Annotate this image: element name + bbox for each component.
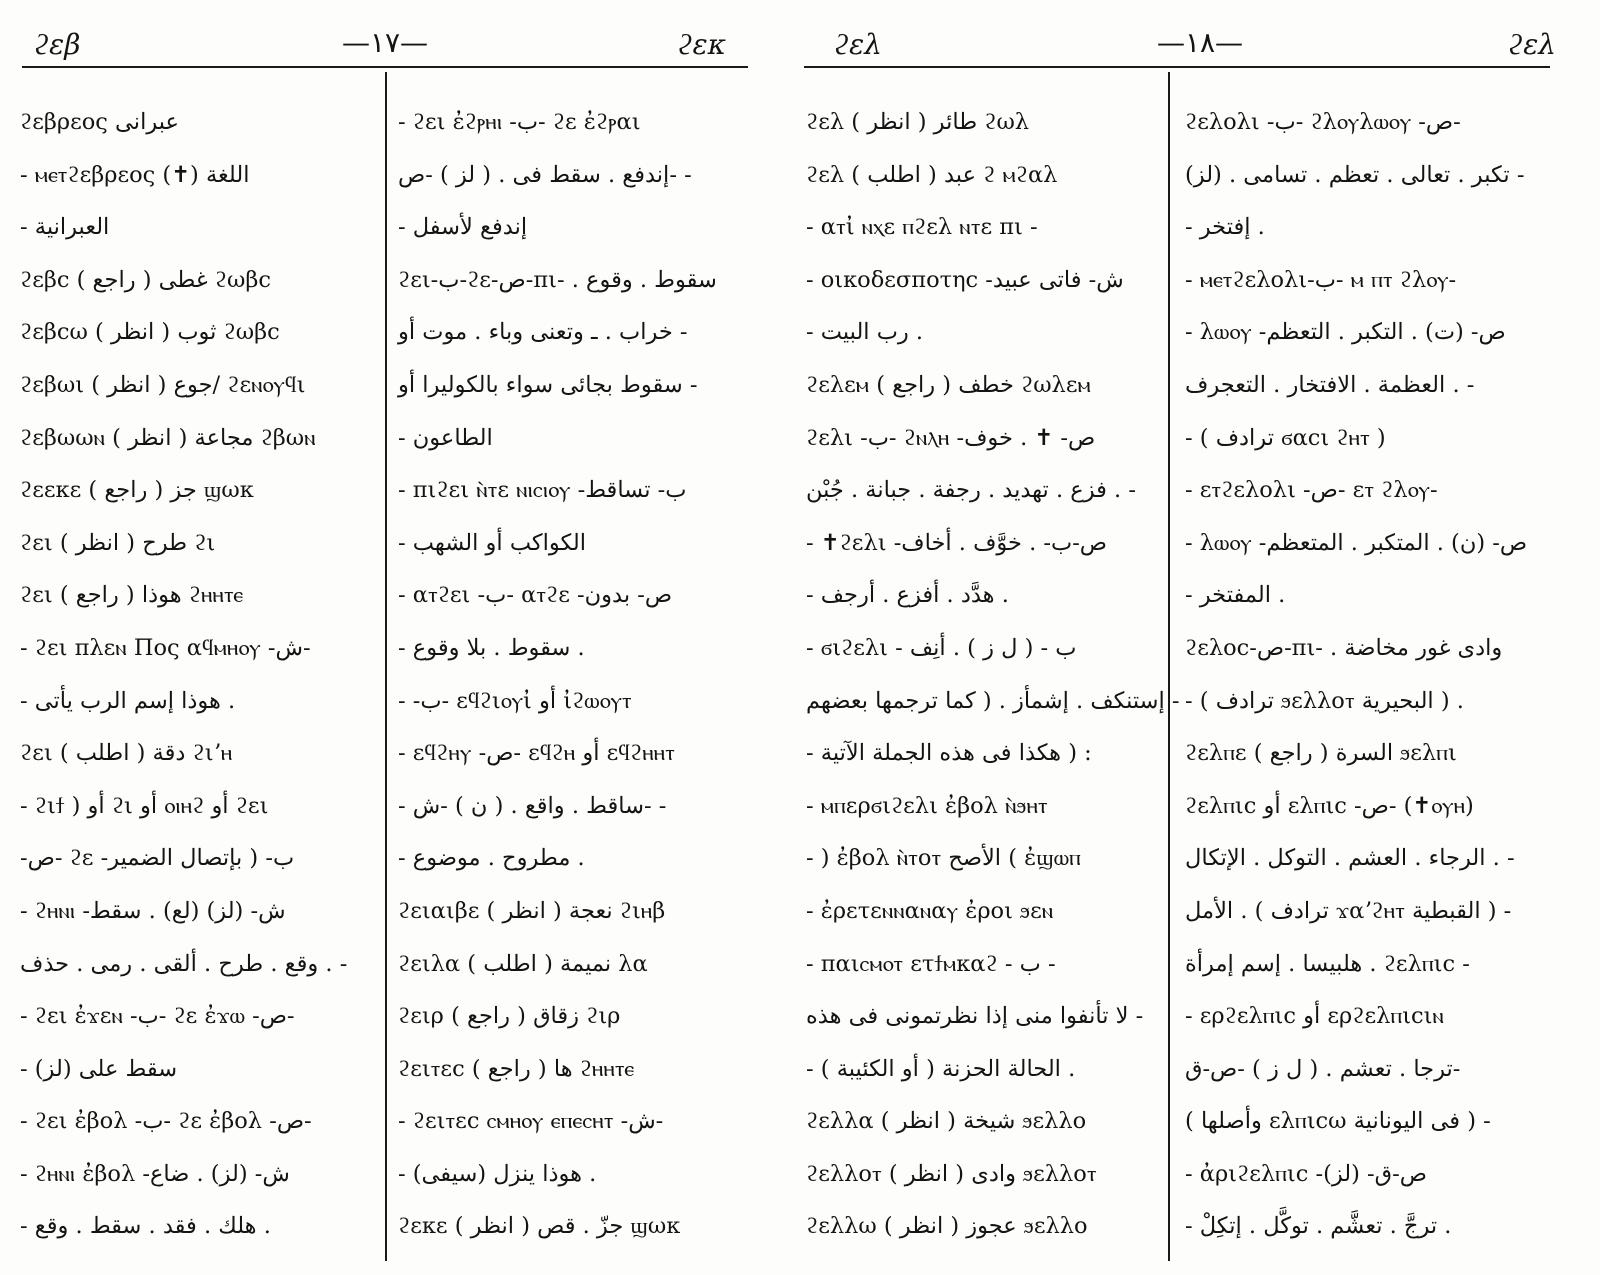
entry-line: - ✝ϩελι -ص-ب- . خوَّف . أخاف [806, 529, 1107, 556]
entry-line: - العبرانية [20, 214, 110, 241]
entry-line: وقع . طرح . ألقى . رمى . حذف . - [20, 950, 348, 977]
entry-line: -ص- ϩε -ب- ( بإتصال الضمير [20, 845, 295, 872]
page-number: —١٨— [1156, 26, 1244, 59]
entry-line: - هدَّد . أفزع . أرجف . [806, 582, 1009, 609]
entry-line: - الكواكب أو الشهب [398, 529, 587, 556]
entry-line: ϩεβωι جوع ( انظر )/ ϩεⲛⲟⲩϥι [20, 371, 306, 398]
entry-line: - ϩειⲧεc ⲥⲙⲏⲟⲩ ⲉⲡⲉⲥⲏⲧ -ش- [398, 1108, 664, 1135]
entry-line: ϩει طرح ( انظر ) ϩι [20, 529, 216, 556]
header-headword-right: ϩελ [1508, 28, 1556, 61]
entry-line: ϩειρ زقاق ( راجع ) ϩιρ [398, 1003, 621, 1030]
entry-line: - هوذا ينزل (سيفى) . [398, 1160, 597, 1187]
entry-line: ϩειαιβε نعجة ( انظر ) ϩιⲏβ [398, 897, 666, 924]
entry-line: - -ب- εϥϩιⲟⲩἰ أو ἰϩⲱⲟⲩⲧ [398, 687, 632, 714]
entry-line: - ( ترادف ϭαcι ϩⲏⲧ ) [1185, 424, 1386, 451]
entry-line: ϩεκε جزّ . قص ( انظر ) ϣωκ [398, 1213, 681, 1240]
header-rule [22, 66, 748, 68]
entry-line: - الطاعون [398, 424, 493, 451]
entry-line: ( وأصلها ελⲡιϲω فى اليونانية ) - [1185, 1108, 1491, 1135]
entry-line: - الحالة الحزنة ( أو الكئيبة ) . [806, 1055, 1076, 1082]
entry-line: - ) ἐβολ ⲛ̀ⲧοⲧ الأصح ( ἐϣⲱⲡ [806, 845, 1081, 872]
entry-line: - πιϩει ⲛ̀ⲧε ⲛⲓⲥⲓⲟⲩ -ب- تساقط [398, 477, 687, 504]
entry-line: - λⲱⲟⲩ -ص- (ن) . المتكبر . المتعظم [1185, 529, 1528, 556]
entry-line: ϩελ عبد ( اطلب ) ϩ ⲙϩαλ [806, 161, 1058, 188]
entry-line: ϩελι -ب- ϩⲛⲗⲏ -ص- ✝ . خوف [806, 424, 1096, 451]
column-2 [398, 96, 758, 1253]
entry-line: ترجا . تعشم . ( ل ز ) -ص-ق- [1185, 1055, 1461, 1082]
entry-line: ϩεβρεος عبرانى [20, 109, 179, 135]
entry-line: - ϩει ἐϩⲣⲏⲓ -ب- ϩε ἐϩⲣαι [398, 109, 641, 135]
entry-line: ϩει دقة ( اطلب ) ϩιʼⲏ [20, 740, 233, 767]
entry-line: - λⲱⲟⲩ -ص- (ت) . التكبر . التعظم [1185, 319, 1506, 346]
entry-line: - οικοδεσποτηc -ش- فاتى عبيد [806, 266, 1124, 293]
entry-line: ϩελλω عجوز ( انظر ) ϧελλο [806, 1213, 1088, 1240]
entry-line: - ἐρετεⲛⲛαⲛαⲩ ἐροι ϧεⲛ [806, 897, 1054, 924]
column-divider [385, 72, 387, 1261]
entry-line: - ἀριϩελⲡιc -ص-ق- (لز) [1185, 1160, 1427, 1187]
entry-line: - εⲧϩελολι -ص- εⲧ ϩλⲟⲩ- [1185, 477, 1438, 504]
entry-line: الأمل . ( ترادف ϫαʼϩⲏⲧ القبطية ) - [1185, 897, 1512, 924]
entry-line: - رب البيت . [806, 319, 924, 346]
entry-line: - هكذا فى هذه الجملة الآتية ) : [806, 740, 1092, 767]
entry-line: ϩελλοⲧ وادى ( انظر ) ϧελλοⲧ [806, 1160, 1097, 1187]
entry-line: - (لز) سقط على [20, 1055, 178, 1082]
entry-line: - ⲙⲉⲧϩεβρεος (✝) اللغة [20, 161, 250, 188]
entry-line: العظمة . الافتخار . التعجرف . - [1185, 371, 1475, 398]
entry-line: ϩελⲡιc أو ελⲡιc -ص- (✝ⲟⲩⲏ) [1185, 792, 1474, 819]
page-18 [800, 0, 1600, 1275]
page-header [800, 22, 1600, 66]
entry-line: إندفع . سقط فى . ( لز ) -ص- - [398, 161, 692, 188]
entry-line: خراب . ـ وتعنى وباء . موت أو - [398, 319, 688, 346]
column-2 [1185, 96, 1545, 1253]
entry-line: - ترجَّ . تعشَّم . توكَّل . إتكِلْ . [1185, 1213, 1452, 1240]
entry-line: - ساقط . واقع . ( ن ) -ش- - [398, 792, 667, 819]
page-17 [0, 0, 770, 1275]
entry-line: - ερϩελⲡιc أو ερϩελⲡιϲιⲛ [1185, 1003, 1444, 1030]
entry-line: ϩελολι -ب- ϩλⲟⲩλⲱⲟⲩ -ص- [1185, 109, 1461, 135]
entry-line: ϩελεⲙ خطف ( راجع ) ϩωλεⲙ [806, 371, 1091, 398]
entry-line: ϩεεκε جز ( راجع ) ϣωκ [20, 477, 254, 504]
entry-line: - ϭιϩελι - ب - ( ل ز ) . أنِف [806, 634, 1077, 661]
entry-line: - سقوط . بلا وقوع . [398, 634, 585, 661]
entry-line: - ϩει πλεⲛ Πος αϥⲙⲏⲟⲩ -ش- [20, 634, 311, 661]
entry-line: - هوذا إسم الرب يأتى . [20, 687, 236, 714]
entry-line: هلبيسا . إسم إمرأة . ϩελⲡιc - [1185, 950, 1470, 977]
entry-line: - αⲧἰ ⲛⲭε ⲡϩελ ⲛⲧε πι - [806, 214, 1038, 241]
entry-line: - ϩⲏⲛⲓ -ش- (لز) (لع) . سقط [20, 897, 286, 924]
entry-line: ϩειλα نميمة ( اطلب ) λα [398, 950, 648, 977]
entry-line: - ϩιϯ ) أو ϩι أو ⲟⲓⲏϩ أو ϩει [20, 792, 269, 819]
entry-line: ϩει هوذا ( راجع ) ϩⲏⲏⲧⲉ [20, 582, 244, 609]
entry-line: - ( ترادف ϧελλοⲧ البحيرية ) . [1185, 687, 1464, 714]
entry-line: - ϩⲏⲛⲓ ἐβολ -ش- (لز) . ضاع [20, 1160, 290, 1187]
page-header [0, 22, 770, 66]
entry-line: الرجاء . العشم . التوكل . الإتكال . - [1185, 845, 1515, 872]
entry-line: - ϩει ἐϫεⲛ -ب- ϩε ἐϫⲱ -ص- [20, 1003, 295, 1030]
header-rule [804, 66, 1550, 68]
entry-line: ϩειⲧεc ها ( راجع ) ϩⲏⲏⲧⲉ [398, 1055, 635, 1082]
entry-line: ϩελⲡε السرة ( راجع ) ϧελⲡι [1185, 740, 1457, 767]
header-headword-left: ϩεβ [34, 28, 81, 61]
entry-line: - ϩει ἐβολ -ب- ϩε ἐβολ -ص- [20, 1108, 312, 1135]
entry-line: - παιⲥⲙⲟⲧ ετϯⲙκαϩ - ب - [806, 950, 1056, 977]
column-1 [20, 96, 375, 1253]
entry-line: ϩεβcω ثوب ( انظر ) ϩωβc [20, 319, 280, 346]
entry-line: - ⲙⲡερϭιϩελι ἐβολ ⲛ̀ϧⲏⲧ [806, 792, 1048, 819]
entry-line: ϩελοc-ص-πι- . وادى غور مخاضة [1185, 634, 1503, 661]
entry-line: - المفتخر . [1185, 582, 1286, 609]
entry-line: - εϥϩⲏⲩ -ص- εϥϩⲏ أو εϥϩⲏⲏⲧ [398, 740, 675, 767]
entry-line: ϩει-ب-ϩε-ص-πι- . سقوط . وقوع [398, 266, 717, 293]
entry-line: تكبر . تعالى . تعظم . تسامى . (لز) - [1185, 161, 1525, 188]
entry-line: ϩεβc غطى ( راجع ) ϩωβc [20, 266, 271, 293]
column-1 [806, 96, 1180, 1253]
entry-line: فزع . تهديد . رجفة . جبانة . جُبْن . - [806, 477, 1136, 504]
header-headword-left: ϩελ [834, 28, 882, 61]
entry-line: إستنكف . إشمأز . ( كما ترجمها بعضهم - [806, 687, 1180, 714]
entry-line: - ⲙⲉⲧϩελολι-ب- ⲙ ⲡⲧ ϩλⲟⲩ- [1185, 266, 1457, 293]
entry-line: - αⲧϩει -ب- αⲧϩε -ص- بدون [398, 582, 673, 609]
entry-line: لا تأنفوا منى إذا نظرتمونى فى هذه - [806, 1003, 1144, 1030]
entry-line: - إندفع لأسفل [398, 214, 528, 241]
page-number: —١٧— [341, 26, 429, 59]
entry-line: - إفتخر . [1185, 214, 1265, 241]
entry-line: ϩελλα شيخة ( انظر ) ϧελλο [806, 1108, 1087, 1135]
entry-line: - مطروح . موضوع . [398, 845, 585, 872]
header-headword-right: ϩεκ [677, 28, 726, 61]
entry-line: ϩεβωωⲛ مجاعة ( انظر ) ϩβωⲛ [20, 424, 316, 451]
entry-line: سقوط بجائى سواء بالكوليرا أو - [398, 371, 698, 398]
column-divider [1168, 72, 1170, 1261]
entry-line: - هلك . فقد . سقط . وقع . [20, 1213, 271, 1240]
entry-line: ϩελ طائر ( انظر ) ϩωλ [806, 109, 1030, 135]
